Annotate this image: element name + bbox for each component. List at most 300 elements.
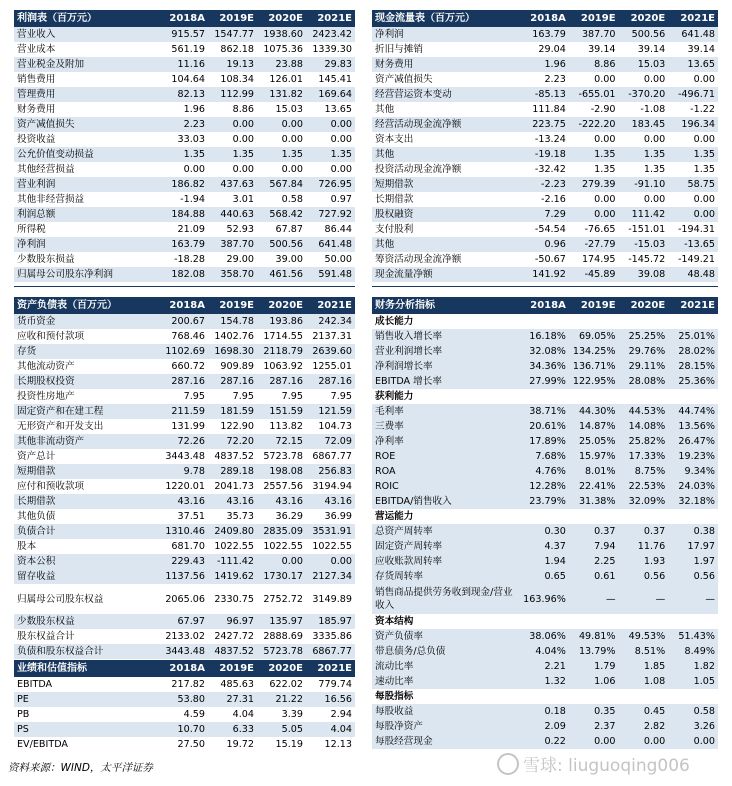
cell-value: 44.74% [668,404,718,419]
row-label: 股东权益合计 [17,631,75,642]
cell-value [569,689,619,704]
cell-value: 22.53% [619,479,669,494]
cell-value: 0.37 [619,524,669,539]
table-row [14,374,355,389]
table-row [372,222,718,237]
cell-value: 2557.56 [263,481,303,492]
row-label: 资本结构 [375,616,414,627]
cell-value: 7.95 [330,391,352,402]
cell-value: -222.20 [569,117,619,132]
cell-value: 82.13 [159,87,208,102]
cell-value: 131.82 [257,87,306,102]
table-header [372,10,718,27]
row-label: 少数股东损益 [17,254,75,265]
table-row [14,419,355,434]
valuation-table [14,660,355,752]
table-row [372,42,718,57]
cell-value: 1.35 [569,147,619,162]
table-row [14,494,355,509]
column-header: 2021E [668,297,718,314]
table-row [14,237,355,252]
column-header: 2020E [619,297,669,314]
cell-value [519,314,569,329]
row-label: 利润总额 [14,207,159,222]
cell-value: 6.33 [208,722,257,737]
table-row [372,252,718,267]
cell-value: 52.93 [226,224,254,235]
column-header: 2019E [208,297,257,314]
cell-value: 1.85 [619,659,669,674]
cell-value: 2.94 [330,709,352,720]
row-label: 公允价值变动损益 [14,147,159,162]
cell-value: 9.78 [159,464,208,479]
cell-value: 104.64 [171,74,205,85]
row-label: 货币资金 [14,314,159,329]
table-row [14,524,355,539]
cell-value: 0.45 [619,704,669,719]
row-label: 营业收入 [14,27,159,42]
cell-value: 184.88 [159,207,208,222]
cell-value: -149.21 [677,254,715,265]
cell-value [519,509,569,524]
table-row [372,659,718,674]
cell-value: 1.35 [693,164,715,175]
cell-value: 2133.02 [165,631,205,642]
cell-value: 0.58 [668,704,718,719]
row-label: 其他经营损益 [17,164,75,175]
table-row [14,359,355,374]
cell-value: 1.97 [668,554,718,569]
cell-value: 38.71% [519,404,569,419]
cell-value: 0.58 [281,194,303,205]
cell-value: 915.57 [159,27,208,42]
row-label: 成长能力 [375,316,414,327]
cell-value: 4.04 [232,709,254,720]
table-title: 资产负债表（百万元） [14,297,159,314]
table-row [14,252,355,267]
cell-value: 39.14 [637,44,666,55]
cell-value: 72.09 [306,434,355,449]
cell-value: 196.34 [668,117,718,132]
cell-value: 126.01 [269,74,303,85]
cell-value: 1714.55 [263,331,303,342]
cell-value: 22.41% [569,479,619,494]
cell-value: 2.25 [569,554,619,569]
cell-value: — [619,584,669,614]
table-title: 现金流量表（百万元） [372,10,519,27]
table-row [372,389,718,404]
table-row [372,102,718,117]
cell-value: -13.24 [534,134,566,145]
cell-value: 0.00 [693,74,715,85]
cell-value: 2.82 [619,719,669,734]
row-label: 带息债务/总负债 [372,644,519,659]
cell-value: 779.74 [318,679,352,690]
cell-value: 3443.48 [165,451,205,462]
cell-value [519,689,569,704]
cell-value: 38.06% [519,629,569,644]
table-row [372,584,718,614]
cell-value: 32.08% [519,344,569,359]
row-label: 净利润 [14,237,159,252]
table-row [14,192,355,207]
cell-value [619,314,669,329]
row-label: 支付股利 [375,224,414,235]
row-label: 折旧与摊销 [375,44,423,55]
row-label: EV/EBITDA [17,739,68,750]
cell-value: 1255.01 [312,361,352,372]
cell-value: 0.00 [594,74,616,85]
table-row [372,237,718,252]
cell-value: 2137.31 [312,331,352,342]
cell-value: 727.92 [306,207,355,222]
table-header [14,10,355,27]
cell-value: 15.97% [569,449,619,464]
cell-value [619,614,669,629]
cell-value: 121.59 [306,404,355,419]
cell-value: 2065.06 [165,593,205,605]
cell-value [619,689,669,704]
cell-value: -18.28 [174,254,205,265]
cell-value: 641.48 [306,237,355,252]
cell-value: 17.97 [668,539,718,554]
cell-value: 0.35 [569,704,619,719]
cell-value: 229.43 [159,554,208,569]
cell-value: 17.89% [519,434,569,449]
cell-value: 17.33% [619,449,669,464]
cell-value: 25.82% [619,434,669,449]
cell-value: -27.79 [569,237,619,252]
column-header: 2021E [306,10,355,27]
cell-value: 4.37 [519,539,569,554]
cell-value: 5723.78 [263,451,303,462]
cell-value: 6867.77 [312,451,352,462]
cell-value: 3.01 [232,194,254,205]
cell-value: 23.88 [257,57,306,72]
cell-value: 1.08 [619,674,669,689]
cell-value: 0.00 [281,164,303,175]
row-label: 财务费用 [372,57,519,72]
cell-value: 13.56% [668,419,718,434]
table-row [372,719,718,734]
cell-value: 4.04% [519,644,569,659]
row-label: 营业成本 [17,44,56,55]
cell-value: — [668,584,718,614]
cell-value: -496.71 [668,87,718,102]
row-label: 其他非经营损益 [17,194,85,205]
cell-value: 49.53% [619,629,669,644]
row-label: 归属母公司股东净利润 [14,267,159,282]
table-row [372,704,718,719]
valuation-metrics-table [14,660,355,752]
cell-value: 1.35 [619,147,669,162]
table-row [14,102,355,117]
cell-value: 0.00 [306,117,355,132]
cell-value: 29.83 [306,57,355,72]
cell-value: 135.97 [257,614,306,629]
table-row [372,207,718,222]
cell-value: 0.00 [569,207,619,222]
cell-value: 0.56 [619,569,669,584]
cell-value: -32.42 [534,164,566,175]
row-label: 留存收益 [14,569,159,584]
cell-value: 104.73 [318,421,352,432]
cell-value: — [569,584,619,614]
cell-value: 1.35 [257,147,306,162]
cell-value: -1.94 [180,194,205,205]
table-row [14,132,355,147]
column-header: 2019E [569,297,619,314]
table-row [14,707,355,722]
cell-value: 1.35 [208,147,257,162]
row-label: 每股经营现金 [372,734,519,749]
row-label: 资产负债率 [372,629,519,644]
row-label: 毛利率 [372,404,519,419]
row-label: 长期借款 [14,494,159,509]
cell-value: 287.16 [306,374,355,389]
table-row [372,524,718,539]
cell-value: 32.18% [668,494,718,509]
table-row [372,147,718,162]
cell-value: 13.79% [569,644,619,659]
cell-value: 14.87% [569,419,619,434]
cell-value: -15.03 [619,237,669,252]
row-label: 销售收入增长率 [372,329,519,344]
cell-value: 0.00 [643,134,666,145]
table-row [14,434,355,449]
cell-value: 4.59 [183,709,205,720]
cell-value: 19.13 [208,57,257,72]
cell-value: -1.22 [690,104,715,115]
cell-value: 591.48 [306,267,355,282]
cell-value: 141.92 [519,267,569,282]
cell-value: 1063.92 [263,361,303,372]
cell-value: 21.09 [177,224,205,235]
cell-value: 86.44 [324,224,352,235]
cell-value: 1.79 [569,659,619,674]
cell-value [668,509,718,524]
column-header: 2020E [619,10,669,27]
cell-value: 1.35 [306,147,355,162]
balance-sheet-table [14,297,355,659]
row-label: 负债合计 [14,524,159,539]
cell-value: 1698.30 [208,344,257,359]
cell-value: 10.70 [159,722,208,737]
cell-value: 0.00 [232,164,254,175]
cell-value: 193.86 [257,314,306,329]
cell-value: 437.63 [208,177,257,192]
cell-value: 567.84 [257,177,306,192]
table-row [14,177,355,192]
cell-value: 2.23 [544,74,566,85]
row-label: 流动比率 [372,659,519,674]
cell-value: 12.28% [519,479,569,494]
cell-value: 3443.48 [159,644,208,659]
cell-value: 5723.78 [257,644,306,659]
cell-value: 1220.01 [165,481,205,492]
cell-value: -76.65 [584,224,616,235]
cell-value: 1022.55 [312,541,352,552]
cell-value: 0.22 [519,734,569,749]
row-label: 营业利润 [14,177,159,192]
cell-value: 19.72 [226,739,254,750]
cell-value: 0.00 [330,134,352,145]
column-header: 2019E [208,660,257,677]
cell-value: 24.03% [668,479,718,494]
table-row [14,42,355,57]
cell-value: 8.01% [569,464,619,479]
table-header [372,297,718,314]
table-row [372,494,718,509]
table-row [14,614,355,629]
row-label: 其他负债 [17,511,56,522]
cell-value: 2.23 [159,117,208,132]
cell-value: -50.67 [534,254,566,265]
cell-value: 8.86 [232,104,254,115]
row-label: 净利润增长率 [372,359,519,374]
cell-value: 28.15% [668,359,718,374]
cell-value: 16.56 [306,692,355,707]
row-label: 营业税金及附加 [14,57,159,72]
row-label: 销售费用 [17,74,56,85]
cell-value: 7.29 [519,207,569,222]
cell-value: 3194.94 [312,481,352,492]
cell-value: 19.23% [668,449,718,464]
row-label: 其他非流动资产 [14,434,159,449]
cell-value: 8.49% [668,644,718,659]
cell-value: 3.39 [281,709,303,720]
cell-value: 27.50 [177,739,205,750]
row-label: 归属母公司股东权益 [17,593,104,605]
cell-value: 28.08% [619,374,669,389]
column-header: 2019E [569,10,619,27]
row-label: 现金流量净额 [372,267,519,282]
cell-value: 72.20 [208,434,257,449]
table-row [14,117,355,132]
cell-value: 2427.72 [214,631,254,642]
cell-value: 25.01% [668,329,718,344]
cell-value [519,614,569,629]
cell-value: 1938.60 [257,27,306,42]
cell-value: 1.35 [643,164,666,175]
row-label: 财务费用 [17,104,56,115]
cell-value: 0.00 [281,134,303,145]
row-label: PE [14,692,159,707]
cell-value: 726.95 [306,177,355,192]
cell-value: 0.00 [183,164,205,175]
row-label: 股权融资 [372,207,519,222]
cell-value: 0.37 [569,524,619,539]
cell-value: -2.16 [541,194,566,205]
row-label: 经营营运资本变动 [372,87,519,102]
row-label: 负债和股东权益合计 [14,644,159,659]
table-row [14,644,355,659]
cell-value: 622.02 [269,679,303,690]
watermark [497,751,690,776]
table-row [14,27,355,42]
table-row [14,162,355,177]
cell-value: 0.00 [668,207,718,222]
cashflow-bottom-divider [372,286,718,287]
cell-value [619,509,669,524]
table-row [14,449,355,464]
row-label: ROE [372,449,519,464]
table-title: 利润表（百万元） [14,10,159,27]
row-label: 应收账款周转率 [372,554,519,569]
cell-value: 461.56 [257,267,306,282]
row-label: 每股收益 [372,704,519,719]
cell-value [519,389,569,404]
cell-value: 2752.72 [263,593,303,605]
table-row [372,434,718,449]
table-row [14,404,355,419]
row-label: 投资收益 [17,134,56,145]
cell-value: 34.36% [519,359,569,374]
table-row [372,344,718,359]
column-header: 2019E [208,10,257,27]
table-row [372,267,718,282]
cell-value: 5.05 [257,722,306,737]
cell-value: 72.15 [257,434,306,449]
cell-value: 1.96 [519,57,569,72]
table-row [14,569,355,584]
cell-value [668,689,718,704]
cell-value: 0.00 [594,134,616,145]
row-label: 资本公积 [14,554,159,569]
cell-value: 174.95 [581,254,616,265]
row-label: 无形资产和开发支出 [17,421,104,432]
table-row [372,162,718,177]
row-label: 股本 [17,541,37,552]
row-label: 长期股权投资 [14,374,159,389]
cell-value: 0.30 [519,524,569,539]
column-header: 2018A [159,297,208,314]
table-row [372,329,718,344]
row-label: 总资产周转率 [372,524,519,539]
row-label: 固定资产周转率 [372,539,519,554]
table-row [14,329,355,344]
cell-value: 4837.52 [208,644,257,659]
cell-value: 3335.86 [312,631,352,642]
cell-value: 0.00 [306,554,355,569]
cell-value: -145.72 [628,254,666,265]
cell-value: 1022.55 [214,541,254,552]
cell-value [569,314,619,329]
cell-value [668,389,718,404]
column-header: 2021E [668,10,718,27]
cell-value: 1730.17 [257,569,306,584]
cell-value: 182.08 [159,267,208,282]
cell-value: 0.00 [693,194,715,205]
cell-value: 29.76% [619,344,669,359]
column-header: 2021E [306,660,355,677]
cell-value: 242.34 [306,314,355,329]
table-row [14,737,355,752]
cell-value: 27.31 [208,692,257,707]
cell-value: 211.59 [159,404,208,419]
row-label: 固定资产和在建工程 [14,404,159,419]
cell-value: 681.70 [171,541,205,552]
table-row [372,554,718,569]
cell-value: 26.47% [668,434,718,449]
table-row [14,584,355,614]
table-row [14,207,355,222]
cell-value: -655.01 [569,87,619,102]
cell-value: 43.16 [208,494,257,509]
row-label: EBITDA 增长率 [372,374,519,389]
cell-value: 387.70 [569,27,619,42]
income-table [14,10,355,282]
